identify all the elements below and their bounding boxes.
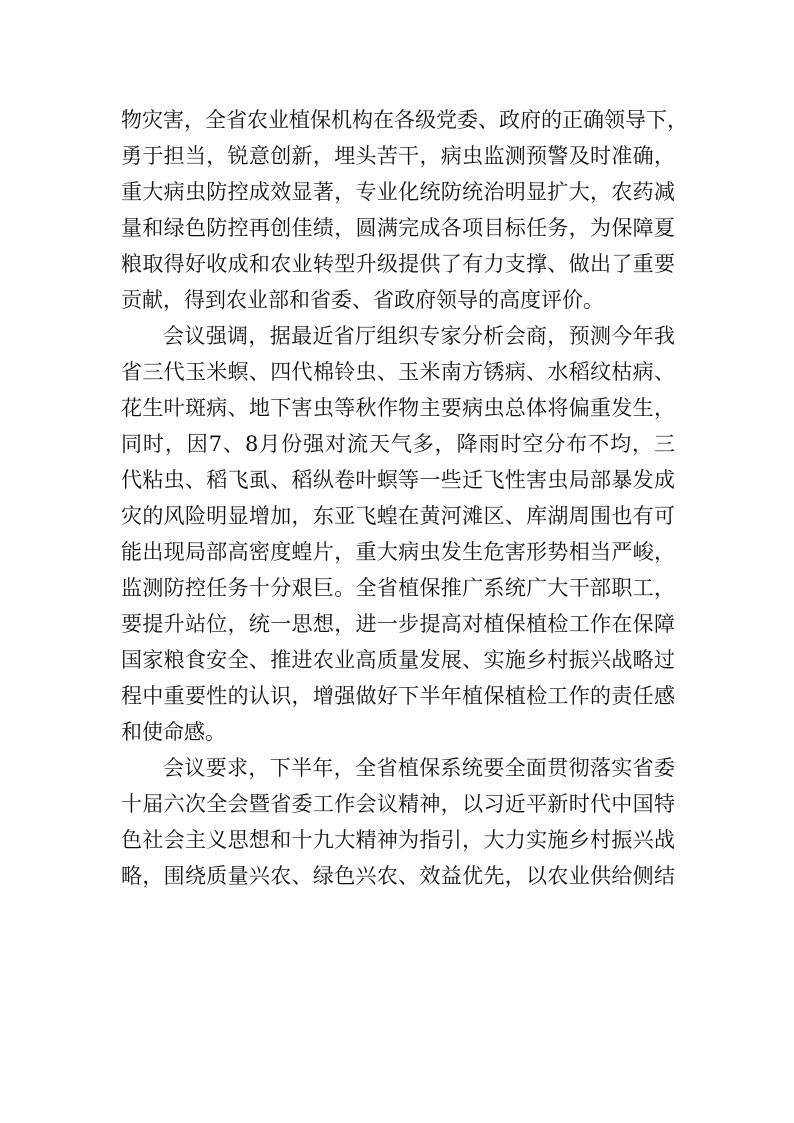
text-line: 要提升站位，统一思想，进一步提高对植保植检工作在保障 (121, 612, 675, 636)
text-line: 省三代玉米螟、四代棉铃虫、玉米南方锈病、水稻纹枯病、 (121, 360, 675, 384)
text-line: 同时，因7、8月份强对流天气多，降雨时空分布不均，三 (121, 432, 675, 456)
text-line: 国家粮食安全、推进农业高质量发展、实施乡村振兴战略过 (121, 648, 675, 672)
text-line: 略，围绕质量兴农、绿色兴农、效益优先，以农业供给侧结 (121, 864, 675, 888)
text-line: 粮取得好收成和农业转型升级提供了有力支撑、做出了重要 (121, 252, 675, 276)
paragraph-first-line: 会议要求，下半年，全省植保系统要全面贯彻落实省委 (163, 756, 675, 780)
text-line: 勇于担当，锐意创新，埋头苦干，病虫监测预警及时准确， (121, 144, 675, 168)
text-line: 灾的风险明显增加，东亚飞蝗在黄河滩区、库湖周围也有可 (121, 504, 675, 528)
text-line: 贡献，得到农业部和省委、省政府领导的高度评价。 (121, 288, 604, 312)
text-line: 色社会主义思想和十九大精神为指引，大力实施乡村振兴战 (121, 828, 675, 852)
text-line: 物灾害，全省农业植保机构在各级党委、政府的正确领导下， (121, 108, 688, 132)
text-line: 能出现局部高密度蝗片，重大病虫发生危害形势相当严峻， (121, 540, 675, 564)
text-line: 重大病虫防控成效显著，专业化统防统治明显扩大，农药减 (121, 180, 675, 204)
text-line: 程中重要性的认识，增强做好下半年植保植检工作的责任感 (121, 684, 675, 708)
text-line: 和使命感。 (121, 720, 226, 744)
paragraph-first-line: 会议强调，据最近省厅组织专家分析会商，预测今年我 (163, 324, 675, 348)
text-line: 代粘虫、稻飞虱、稻纵卷叶螟等一些迁飞性害虫局部暴发成 (121, 468, 675, 492)
text-line: 花生叶斑病、地下害虫等秋作物主要病虫总体将偏重发生， (121, 396, 675, 420)
text-line: 量和绿色防控再创佳绩，圆满完成各项目标任务，为保障夏 (121, 216, 675, 240)
text-line: 监测防控任务十分艰巨。全省植保推广系统广大干部职工， (121, 576, 675, 600)
text-line: 十届六次全会暨省委工作会议精神，以习近平新时代中国特 (121, 792, 675, 816)
